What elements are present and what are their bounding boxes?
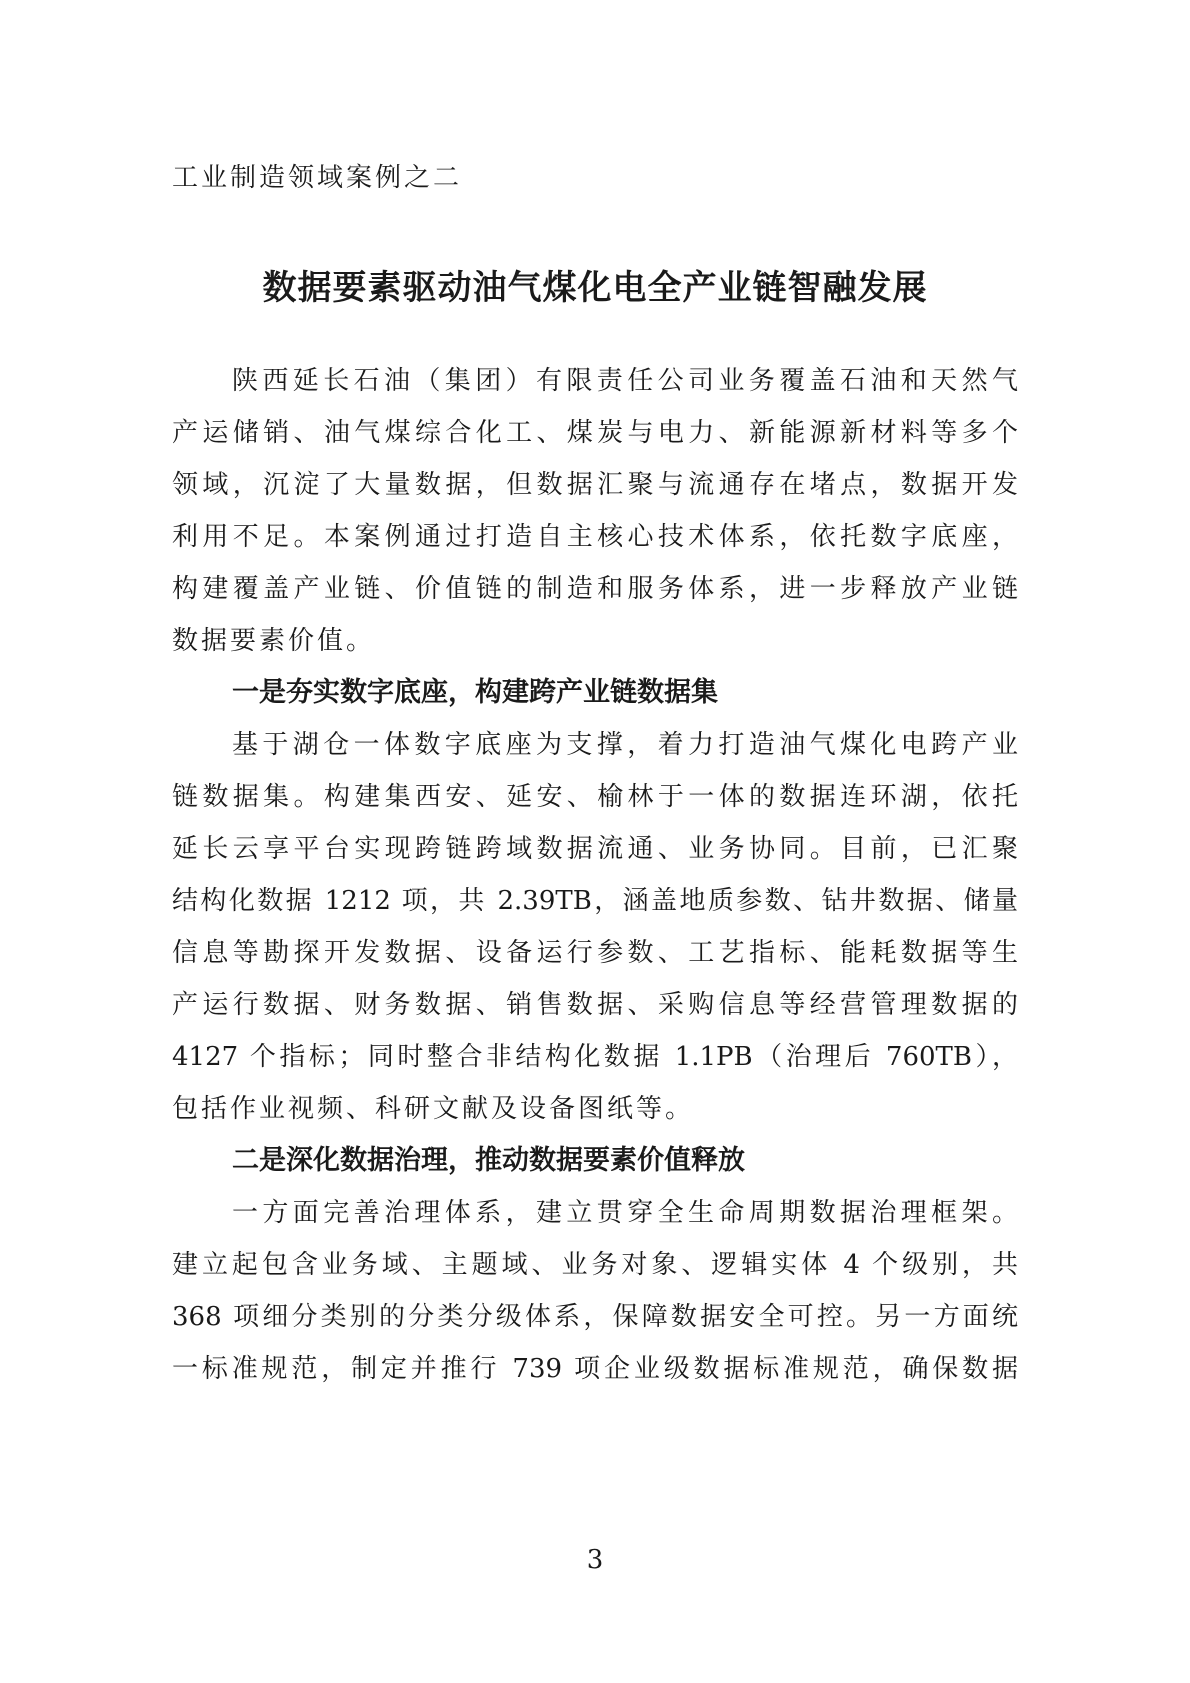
section1-line: 包括作业视频、科研文献及设备图纸等。 <box>172 1094 695 1124</box>
section1-line: 延长云享平台实现跨链跨域数据流通、业务协同。目前，已汇聚 <box>172 834 1018 864</box>
intro-line: 陕西延长石油（集团）有限责任公司业务覆盖石油和天然气 <box>232 366 1018 396</box>
document-title: 数据要素驱动油气煤化电全产业链智融发展 <box>262 268 928 308</box>
intro-line: 领域，沉淀了大量数据，但数据汇聚与流通存在堵点，数据开发 <box>172 470 1018 500</box>
intro-line: 数据要素价值。 <box>172 626 376 656</box>
case-category: 工业制造领域案例之二 <box>172 163 463 193</box>
intro-line: 利用不足。本案例通过打造自主核心技术体系，依托数字底座， <box>172 522 1018 552</box>
section1-line: 链数据集。构建集西安、延安、榆林于一体的数据连环湖，依托 <box>172 782 1018 812</box>
section1-line: 基于湖仓一体数字底座为支撑，着力打造油气煤化电跨产业 <box>232 730 1018 760</box>
section-heading-1: 一是夯实数字底座，构建跨产业链数据集 <box>232 677 718 708</box>
section2-line: 一标准规范，制定并推行 739 项企业级数据标准规范，确保数据 <box>172 1354 1018 1384</box>
section2-line: 368 项细分类别的分类分级体系，保障数据安全可控。另一方面统 <box>172 1302 1018 1332</box>
intro-line: 产运储销、油气煤综合化工、煤炭与电力、新能源新材料等多个 <box>172 418 1018 448</box>
section1-line: 4127 个指标；同时整合非结构化数据 1.1PB（治理后 760TB）， <box>172 1042 1018 1072</box>
section2-line: 一方面完善治理体系，建立贯穿全生命周期数据治理框架。 <box>232 1198 1018 1228</box>
intro-line: 构建覆盖产业链、价值链的制造和服务体系，进一步释放产业链 <box>172 574 1018 604</box>
section1-line: 信息等勘探开发数据、设备运行参数、工艺指标、能耗数据等生 <box>172 938 1018 968</box>
section1-line: 产运行数据、财务数据、销售数据、采购信息等经营管理数据的 <box>172 990 1018 1020</box>
page-number: 3 <box>586 1545 604 1575</box>
section-heading-2: 二是深化数据治理，推动数据要素价值释放 <box>232 1145 745 1176</box>
section2-line: 建立起包含业务域、主题域、业务对象、逻辑实体 4 个级别，共 <box>172 1250 1018 1280</box>
section1-line: 结构化数据 1212 项，共 2.39TB，涵盖地质参数、钻井数据、储量 <box>172 886 1018 916</box>
